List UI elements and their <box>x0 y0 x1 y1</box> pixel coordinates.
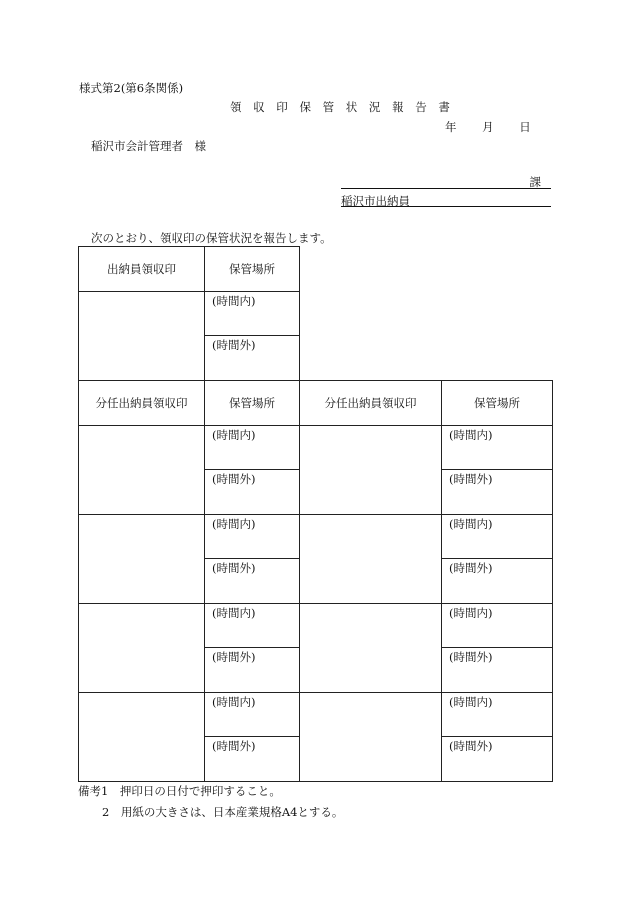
sub-cashier-seal-table <box>78 380 553 782</box>
intro-text: 次のとおり、領収印の保管状況を報告します。 <box>91 231 332 245</box>
seal-cell <box>79 604 205 693</box>
within-hours-cell: (時間内) <box>442 515 553 559</box>
addressee: 稲沢市会計管理者 様 <box>91 139 206 153</box>
after-hours-cell: (時間外) <box>442 559 553 604</box>
note-2: 2 用紙の大きさは、日本産業規格A4とする。 <box>102 805 344 819</box>
header-storage-place: 保管場所 <box>205 247 300 292</box>
within-hours-cell: (時間内) <box>205 693 300 737</box>
within-hours-cell: (時間内) <box>205 426 300 470</box>
header-sub-cashier-seal: 分任出納員領収印 <box>300 381 442 426</box>
header-sub-cashier-seal: 分任出納員領収印 <box>79 381 205 426</box>
header-storage-place: 保管場所 <box>442 381 553 426</box>
after-hours-cell: (時間外) <box>205 737 300 782</box>
form-title: 領 収 印 保 管 状 況 報 告 書 <box>230 100 454 114</box>
seal-cell <box>79 515 205 604</box>
cashier-label: 稲沢市出納員 <box>341 194 410 208</box>
department-suffix: 課 <box>529 175 541 189</box>
seal-cell <box>300 693 442 782</box>
header-storage-place: 保管場所 <box>205 381 300 426</box>
department-line <box>341 175 551 189</box>
form-number: 様式第2(第6条関係) <box>79 81 184 95</box>
within-hours-cell: (時間内) <box>205 292 300 336</box>
cashier-seal-table <box>78 246 300 381</box>
header-cashier-seal: 出納員領収印 <box>79 247 205 292</box>
after-hours-cell: (時間外) <box>442 470 553 515</box>
after-hours-cell: (時間外) <box>442 737 553 782</box>
within-hours-cell: (時間内) <box>442 604 553 648</box>
date-line: 年 月 日 <box>445 120 531 134</box>
seal-cell <box>79 292 205 381</box>
within-hours-cell: (時間内) <box>205 515 300 559</box>
cashier-line <box>341 193 551 207</box>
seal-cell <box>300 515 442 604</box>
within-hours-cell: (時間内) <box>442 693 553 737</box>
note-1: 備考1 押印日の日付で押印すること。 <box>78 784 281 798</box>
within-hours-cell: (時間内) <box>205 604 300 648</box>
after-hours-cell: (時間外) <box>205 648 300 693</box>
after-hours-cell: (時間外) <box>205 470 300 515</box>
seal-cell <box>79 693 205 782</box>
after-hours-cell: (時間外) <box>442 648 553 693</box>
after-hours-cell: (時間外) <box>205 336 300 381</box>
seal-cell <box>79 426 205 515</box>
within-hours-cell: (時間内) <box>442 426 553 470</box>
seal-cell <box>300 604 442 693</box>
seal-cell <box>300 426 442 515</box>
after-hours-cell: (時間外) <box>205 559 300 604</box>
